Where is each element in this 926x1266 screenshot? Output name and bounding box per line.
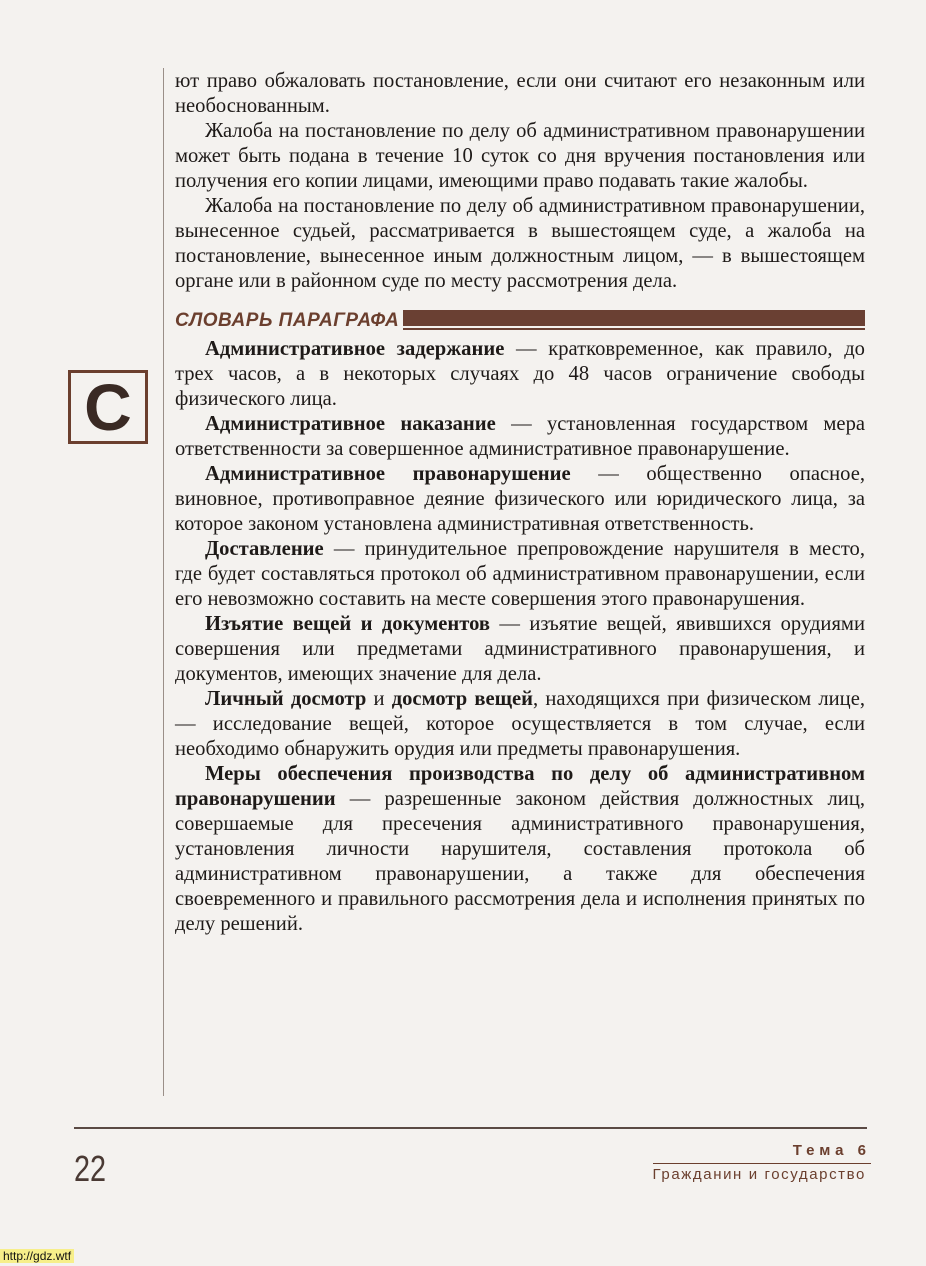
dictionary-entry [175,687,865,762]
dictionary-icon-letter: С [84,370,132,444]
dictionary-entry [175,462,865,537]
dictionary-entries [175,337,865,937]
entry-definition: — разрешенные законом действия должностных лиц, совершаемые для пресечения административного правонарушения, установления личности нарушителя, составления протокола об административном правонарушении, а также для обеспечения своевременного и правильного рассмотрения дела и исполнения принятых по делу решений. [175,788,865,935]
entry-term: Личный досмотр [205,688,367,710]
dictionary-entry [175,412,865,462]
entry-definition: — установленная государством мера ответственности за совершенное административное правонарушение. [175,413,866,460]
theme-label: Тема 6 [653,1142,872,1164]
entry-definition: — принудительное препровождение нарушителя в место, где будет составляться протокол об административном правонарушении, если его невозможно составить на месте совершения этого правонарушения. [175,538,865,610]
dictionary-entry [175,537,865,612]
dictionary-title: СЛОВАРЬ ПАРАГРАФА [175,310,400,331]
entry-term: Административное правонарушение [205,463,571,485]
dictionary-header-bar [403,310,865,328]
dictionary-entry [175,337,865,412]
paragraph: ют право обжаловать постановление, если они считают его незаконным или необоснованным. [175,70,865,117]
entry-term: досмотр вещей [391,688,534,710]
entry-definition: — общественно опасное, виновное, противоправное деяние физического или юридического лица, за которое законом установлена административная ответственность. [175,463,865,535]
paragraph: Жалоба на постановление по делу об административном правонарушении, вынесенное судьей, рассматривается в вышестоящем суде, а жалоба на постановление, вынесенное иным должностным лицом, — в вышестоящем органе или в районном суде по месту рассмотрения дела. [175,195,865,292]
entry-term: Меры обеспечения производства по делу об административном правонарушении [175,763,865,810]
watermark-link[interactable]: http://gdz.wtf [0,1249,74,1263]
dictionary-header [175,304,865,332]
main-text-column [175,69,865,937]
entry-term: Изъятие вещей и документов [205,613,490,635]
entry-term: Доставление [205,538,324,560]
paragraph: Жалоба на постановление по делу об административном правонарушении может быть подана в течение 10 суток со дня вручения постановления или получения его копии лицами, имеющими право подавать такие жалобы. [175,120,865,192]
theme-block [652,1142,871,1183]
entry-definition: — кратковременное, как правило, до трех часов, а в некоторых случаях до 48 часов ограничение свободы физического лица. [175,338,865,410]
dictionary-icon [68,370,148,444]
entry-definition: — изъятие вещей, явившихся орудиями совершения или предметами административного правонарушения, и документов, имеющих значение для дела. [175,613,865,685]
entry-definition: , находящихся при физическом лице, — исследование вещей, которое осуществляется в том случае, если необходимо обнаружить орудия или предметы правонарушения. [175,688,865,760]
footer-rule [74,1127,867,1129]
dictionary-entry [175,612,865,687]
entry-term: Административное задержание [205,338,505,360]
dictionary-entry [175,762,865,937]
theme-title: Гражданин и государство [652,1166,866,1183]
margin-rule [163,68,164,1096]
entry-term: Административное наказание [205,413,496,435]
entry-definition: и [366,688,392,710]
page-number: 22 [74,1148,107,1189]
